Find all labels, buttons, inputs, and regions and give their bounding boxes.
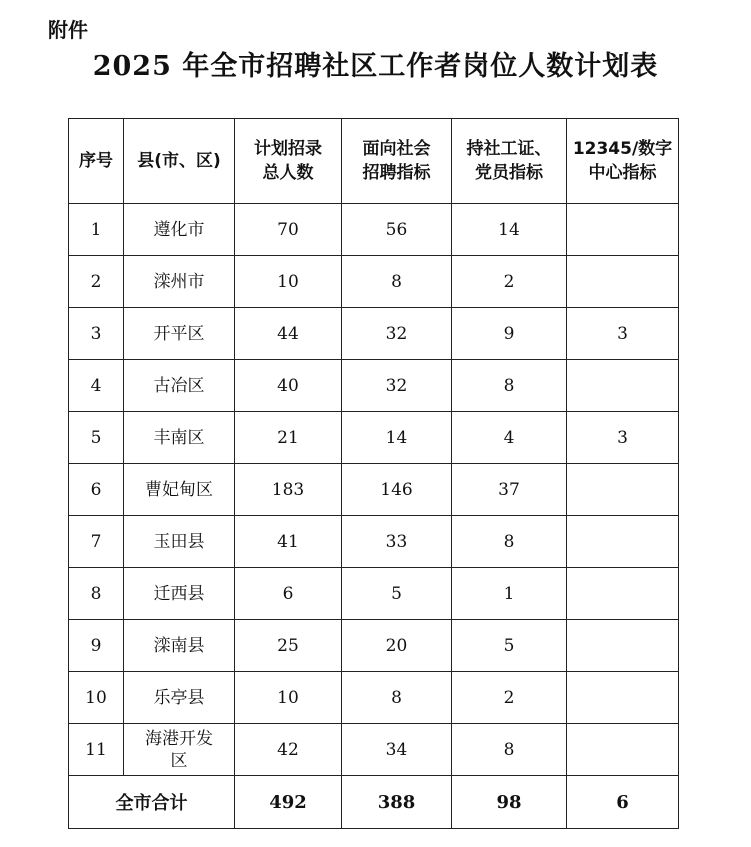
header-cert: 持社工证、 党员指标 <box>452 119 567 204</box>
cell-cert: 2 <box>452 256 567 308</box>
cell-public: 33 <box>342 516 452 568</box>
cell-total: 6 <box>235 568 342 620</box>
cell-cert: 4 <box>452 412 567 464</box>
cell-county: 迁西县 <box>124 568 235 620</box>
table-row <box>69 568 679 620</box>
cell-total: 10 <box>235 256 342 308</box>
cell-public: 32 <box>342 308 452 360</box>
header-total: 计划招录 总人数 <box>235 119 342 204</box>
cell-county: 滦州市 <box>124 256 235 308</box>
header-county: 县(市、区) <box>124 119 235 204</box>
cell-cert: 8 <box>452 516 567 568</box>
cell-no: 6 <box>69 464 124 516</box>
cell-public: 32 <box>342 360 452 412</box>
table-row <box>69 360 679 412</box>
cell-center <box>567 620 679 672</box>
cell-cert: 5 <box>452 620 567 672</box>
cell-county: 乐亭县 <box>124 672 235 724</box>
header-center: 12345/数字 中心指标 <box>567 119 679 204</box>
cell-no: 9 <box>69 620 124 672</box>
table-row <box>69 308 679 360</box>
cell-center: 3 <box>567 412 679 464</box>
cell-county: 遵化市 <box>124 204 235 256</box>
cell-center <box>567 724 679 776</box>
cell-cert: 14 <box>452 204 567 256</box>
header-public: 面向社会 招聘指标 <box>342 119 452 204</box>
cell-center <box>567 464 679 516</box>
cell-total: 183 <box>235 464 342 516</box>
cell-county: 玉田县 <box>124 516 235 568</box>
cell-county: 古冶区 <box>124 360 235 412</box>
cell-no: 2 <box>69 256 124 308</box>
total-label: 全市合计 <box>69 776 235 829</box>
cell-center <box>567 516 679 568</box>
header-row <box>69 119 679 204</box>
header-no: 序号 <box>69 119 124 204</box>
cell-no: 8 <box>69 568 124 620</box>
table-row <box>69 256 679 308</box>
cell-center <box>567 256 679 308</box>
cell-total: 41 <box>235 516 342 568</box>
table-row <box>69 672 679 724</box>
cell-public: 146 <box>342 464 452 516</box>
plan-table <box>68 118 679 829</box>
cell-total: 40 <box>235 360 342 412</box>
cell-cert: 8 <box>452 724 567 776</box>
table-header <box>69 119 679 204</box>
cell-public: 8 <box>342 672 452 724</box>
cell-total: 42 <box>235 724 342 776</box>
cell-center <box>567 672 679 724</box>
table-body <box>69 204 679 829</box>
cell-public: 8 <box>342 256 452 308</box>
table-row <box>69 412 679 464</box>
cell-center <box>567 360 679 412</box>
cell-total: 10 <box>235 672 342 724</box>
cell-no: 7 <box>69 516 124 568</box>
cell-center <box>567 568 679 620</box>
cell-center: 3 <box>567 308 679 360</box>
cell-total: 44 <box>235 308 342 360</box>
footnote-cutoff <box>70 832 690 847</box>
cell-cert: 9 <box>452 308 567 360</box>
page-title: 2025 年全市招聘社区工作者岗位人数计划表 <box>92 51 659 82</box>
table-row <box>69 464 679 516</box>
cell-county: 海港开发 区 <box>124 724 235 776</box>
cell-total: 21 <box>235 412 342 464</box>
cell-cert: 37 <box>452 464 567 516</box>
total-cert: 98 <box>452 776 567 829</box>
cell-no: 4 <box>69 360 124 412</box>
attachment-label: 附件 <box>48 18 88 42</box>
cell-total: 25 <box>235 620 342 672</box>
cell-public: 56 <box>342 204 452 256</box>
cell-cert: 1 <box>452 568 567 620</box>
cell-public: 5 <box>342 568 452 620</box>
cell-no: 5 <box>69 412 124 464</box>
cell-total: 70 <box>235 204 342 256</box>
table-row <box>69 724 679 776</box>
total-sum: 492 <box>235 776 342 829</box>
cell-public: 34 <box>342 724 452 776</box>
table-row <box>69 204 679 256</box>
cell-county: 丰南区 <box>124 412 235 464</box>
cell-no: 1 <box>69 204 124 256</box>
cell-no: 10 <box>69 672 124 724</box>
cell-no: 11 <box>69 724 124 776</box>
cell-public: 20 <box>342 620 452 672</box>
cell-no: 3 <box>69 308 124 360</box>
cell-county: 滦南县 <box>124 620 235 672</box>
table-row <box>69 620 679 672</box>
total-center: 6 <box>567 776 679 829</box>
cell-public: 14 <box>342 412 452 464</box>
total-row <box>69 776 679 829</box>
cell-cert: 8 <box>452 360 567 412</box>
cell-county: 曹妃甸区 <box>124 464 235 516</box>
total-public: 388 <box>342 776 452 829</box>
cell-center <box>567 204 679 256</box>
cell-county: 开平区 <box>124 308 235 360</box>
table-row <box>69 516 679 568</box>
cell-cert: 2 <box>452 672 567 724</box>
